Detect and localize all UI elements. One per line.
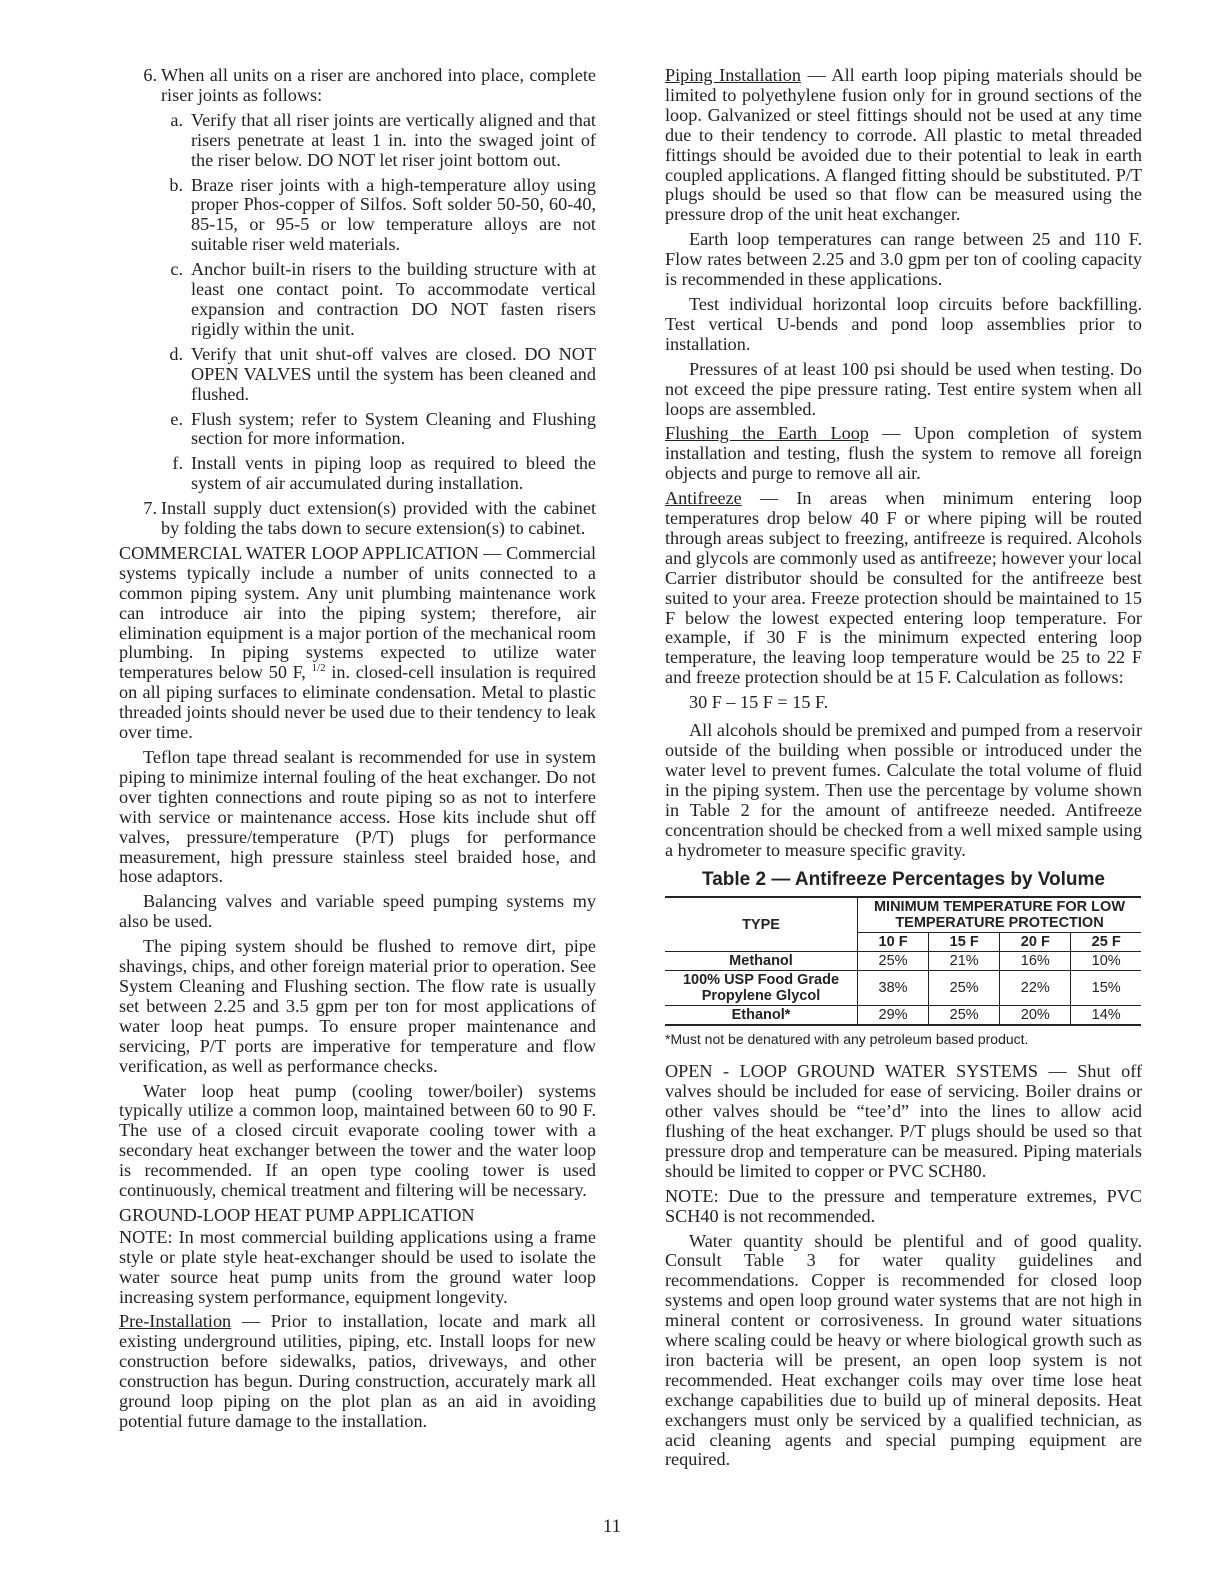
percent-cell: 29% — [858, 1006, 929, 1026]
table-header-row — [665, 897, 1141, 933]
substep-letter: c. — [170, 259, 183, 280]
type-cell: 100% USP Food Grade Propylene Glycol — [665, 971, 858, 1006]
substep-text: Anchor built-in risers to the building structure with at least one contact point. To accommodate vertical expansion and contraction DO NOT fasten risers rigidly within the unit. — [191, 259, 596, 339]
section-heading: OPEN - LOOP GROUND WATER SYSTEMS — — [665, 1061, 1067, 1082]
water-quantity-paragraph: Water quantity should be plentiful and of good quality. Consult Table 3 for water quality guidelines and recommendations. Copper is recommended for closed loop systems and open loop ground water systems that are not high in mineral content or corrosiveness. In ground water situations where scaling could be heavy or where biological growth such as iron bacteria will be present, an open loop system is not recommended. Heat exchanger coils may over time lose heat exchange capabilities due to build up of mineral deposits. Heat exchangers must only be serviced by a qualified technician, as acid cleaning agents and special pumping equipment are required. — [665, 1230, 1142, 1470]
paragraph-text: Shut off valves should be included for ease of servicing. Boiler drains or other valves should be “tee’d” into the lines to allow acid flushing of the heat exchanger. P/T plugs should be used so that pressure drop and temperature can be measured. Piping materials should be limited to copper or PVC SCH80. — [665, 1061, 1142, 1181]
substep-text: Flush system; refer to System Cleaning and Flushing section for more information. — [191, 408, 596, 449]
percent-cell: 10% — [1071, 952, 1141, 971]
type-cell: Methanol — [665, 952, 858, 971]
paragraph-text: — Upon completion of system installation and testing, flush the system to remove all foreign objects and purge to remove all air. — [665, 423, 1143, 484]
ground-loop-heading: GROUND-LOOP HEAT PUMP APPLICATION — [119, 1204, 475, 1225]
min-temp-header: MINIMUM TEMPERATURE FOR LOW TEMPERATURE PROTECTION — [858, 897, 1142, 933]
balancing-paragraph: Balancing valves and variable speed pumping systems my also be used. — [119, 891, 596, 932]
ground-loop-note: NOTE: In most commercial building applications using a frame style or plate style heat-exchanger should be used to isolate the water source heat pump units from the ground water loop increasing system performance, equipment longevity. — [119, 1226, 596, 1307]
percent-cell: 25% — [929, 1006, 1000, 1026]
step-6 — [119, 66, 596, 106]
flushing-earth-loop-label: Flushing the Earth Loop — [665, 423, 869, 444]
antifreeze-table — [665, 896, 1141, 1026]
cooling-tower-paragraph: Water loop heat pump (cooling tower/boiler) systems typically utilize a common loop, maintained between 60 to 90 F. The use of a closed circuit evaporate cooling tower with a secondary heat exchanger between the tower and the water loop is recommended. If an open type cooling tower is used continuously, chemical treatment and filtering will be necessary. — [119, 1080, 596, 1201]
pvc-note: NOTE: Due to the pressure and temperature extremes, PVC SCH40 is not recommended. — [665, 1185, 1142, 1226]
substep-text: Braze riser joints with a high-temperature alloy using proper Phos-copper of Silfos. Soft solder 50-50, 60-40, 85-15, or 95-5 or low temperature alloys are not suitable riser weld materials. — [191, 174, 596, 255]
percent-cell: 20% — [1000, 1006, 1071, 1026]
percent-cell: 25% — [929, 971, 1000, 1006]
substep-text: Verify that all riser joints are vertically aligned and that risers penetrate at least 1 in. into the swaged joint of the riser below. DO NOT let riser joint bottom out. — [191, 109, 596, 170]
pressures-paragraph: Pressures of at least 100 psi should be used when testing. Do not exceed the pipe pressure rating. Test entire system when all loops are assembled. — [665, 358, 1142, 419]
step-number: 7. — [143, 498, 157, 519]
page-number: 11 — [602, 1516, 622, 1537]
percent-cell: 14% — [1071, 1006, 1141, 1026]
alcohols-paragraph: All alcohols should be premixed and pumped from a reservoir outside of the building when possible or introduced under the water level to prevent fumes. Calculate the total volume of fluid in the piping system. Then use the percentage by volume shown in Table 2 for the amount of antifreeze needed. Antifreeze concentration should be checked from a well mixed sample using a hydrometer to measure specific gravity. — [665, 720, 1142, 860]
paragraph-text: — In areas when minimum entering loop temperatures drop below 40 F or where piping will be routed through areas subject to freezing, antifreeze is required. Alcohols and glycols are commonly used as antifreeze; however your local Carrier distributor should be consulted for the antifreeze best suited to your area. Freeze protection should be maintained to 15 F below the lowest expected entering loop temperature. For example, if 30 F is the minimum expected entering loop temperature, the leaving loop temperature would be 25 to 22 F and freeze protection should be at 15 F. Calculation as follows: — [665, 488, 1142, 688]
flushing-paragraph: The piping system should be flushed to remove dirt, pipe shavings, chips, and other foreign material prior to operation. See System Cleaning and Flushing section. The flow rate is usually set between 2.25 and 3.5 gpm per ton for most applications of water loop heat pumps. To ensure proper maintenance and servicing, P/T ports are imperative for temperature and flow verification, as well as performance checks. — [119, 936, 596, 1076]
paragraph-text: in. closed-cell insulation is required on all piping surfaces to eliminate condensation. Metal to plastic threaded joints should never be used due to their tendency to leak over time. — [119, 662, 597, 743]
percent-cell: 25% — [858, 952, 929, 971]
test-loops-paragraph: Test individual horizontal loop circuits before backfilling. Test vertical U-bends and pond loop assemblies prior to installation. — [665, 293, 1142, 354]
substep-letter: d. — [169, 343, 183, 364]
substep-text: Install vents in piping loop as required to bleed the system of air accumulated during installation. — [191, 453, 596, 494]
temp-header: 15 F — [929, 933, 1000, 952]
temp-header: 10 F — [858, 933, 929, 952]
antifreeze-paragraph — [665, 489, 1142, 688]
step-text: Install supply duct extension(s) provided with the cabinet by folding the tabs down to secure extension(s) to cabinet. — [161, 498, 596, 539]
substep-b — [161, 176, 596, 256]
piping-installation-paragraph — [665, 66, 1142, 225]
teflon-paragraph: Teflon tape thread sealant is recommended for use in system piping to minimize internal fouling of the heat exchanger. Do not over tighten connections and route piping so as not to interfere with service or maintenance access. Hose kits include shut off valves, pressure/temperature (P/T) plugs for performance measurement, high pressure stainless steel braided hose, and hose adaptors. — [119, 747, 596, 887]
type-header: TYPE — [665, 897, 858, 952]
table-row — [665, 971, 1141, 1006]
substep-letter: e. — [170, 408, 183, 429]
percent-cell: 38% — [858, 971, 929, 1006]
substep-letter: a. — [170, 109, 183, 130]
table-title: Table 2 — Antifreeze Percentages by Volume — [702, 869, 1105, 891]
substep-c — [161, 260, 596, 340]
pre-installation-paragraph — [119, 1312, 596, 1431]
earth-loop-temperature-paragraph: Earth loop temperatures can range between 25 and 110 F. Flow rates between 2.25 and 3.0 gpm per ton of cooling capacity is recommended in these applications. — [665, 229, 1142, 290]
substep-letter: b. — [169, 174, 183, 195]
step-7 — [119, 499, 596, 539]
fraction: 1/2 — [311, 662, 326, 675]
percent-cell: 15% — [1071, 971, 1141, 1006]
table-row — [665, 952, 1141, 971]
percent-cell: 16% — [1000, 952, 1071, 971]
table-footnote: *Must not be denatured with any petroleum based product. — [665, 1031, 1029, 1048]
calculation-formula: 30 F – 15 F = 15 F. — [689, 692, 829, 713]
percent-cell: 21% — [929, 952, 1000, 971]
paragraph-text: — All earth loop piping materials should be limited to polyethylene fusion only for in ground sections of the loop. Galvanized or steel fittings should not be used at any time due to their tendency to corrode. All plastic to metal threaded fittings should be avoided due to their potential to leak in earth coupled applications. A flanged fitting should be substituted. P/T plugs should be used so that flow can be measured using the pressure drop of the unit heat exchanger. — [665, 65, 1142, 225]
substep-a — [161, 111, 596, 171]
percent-cell: 22% — [1000, 971, 1071, 1006]
open-loop-paragraph — [665, 1062, 1142, 1181]
paragraph-text: — Prior to installation, locate and mark all existing underground utilities, piping, etc. Install loops for new construction before sidewalks, patios, driveways, and other construction has begun. During construction, accurately mark all ground loop piping on the plot plan as an aid in avoiding potential future damage to the installation. — [119, 1311, 597, 1431]
temp-header: 25 F — [1071, 933, 1141, 952]
substep-e — [161, 410, 596, 450]
left-column — [119, 66, 596, 1437]
section-heading: COMMERCIAL WATER LOOP APPLICATION — — [119, 542, 502, 563]
substep-f — [161, 454, 596, 494]
temp-header: 20 F — [1000, 933, 1071, 952]
commercial-water-loop-paragraph — [119, 544, 596, 743]
type-cell: Ethanol* — [665, 1006, 858, 1026]
flushing-earth-loop-paragraph — [665, 424, 1142, 484]
piping-installation-label: Piping Installation — [665, 65, 801, 85]
antifreeze-label: Antifreeze — [665, 488, 742, 509]
step-number: 6. — [143, 65, 157, 85]
substep-letter: f. — [172, 453, 183, 474]
pre-installation-label: Pre-Installation — [119, 1311, 232, 1332]
paragraph-text: Commercial systems typically include a number of units connected to a common piping system. Any unit plumbing maintenance work can introduce air into the piping system; therefore, air elimination equipment is a major portion of the mechanical room plumbing. In piping systems expected to utilize water temperatures below 50 F, — [119, 542, 597, 683]
substep-text: Verify that unit shut-off valves are closed. DO NOT OPEN VALVES until the system has been cleaned and flushed. — [191, 343, 596, 404]
table-row — [665, 1006, 1141, 1026]
step-text: When all units on a riser are anchored into place, complete riser joints as follows: — [161, 65, 596, 105]
right-column — [665, 66, 1142, 1475]
substep-d — [161, 345, 596, 405]
